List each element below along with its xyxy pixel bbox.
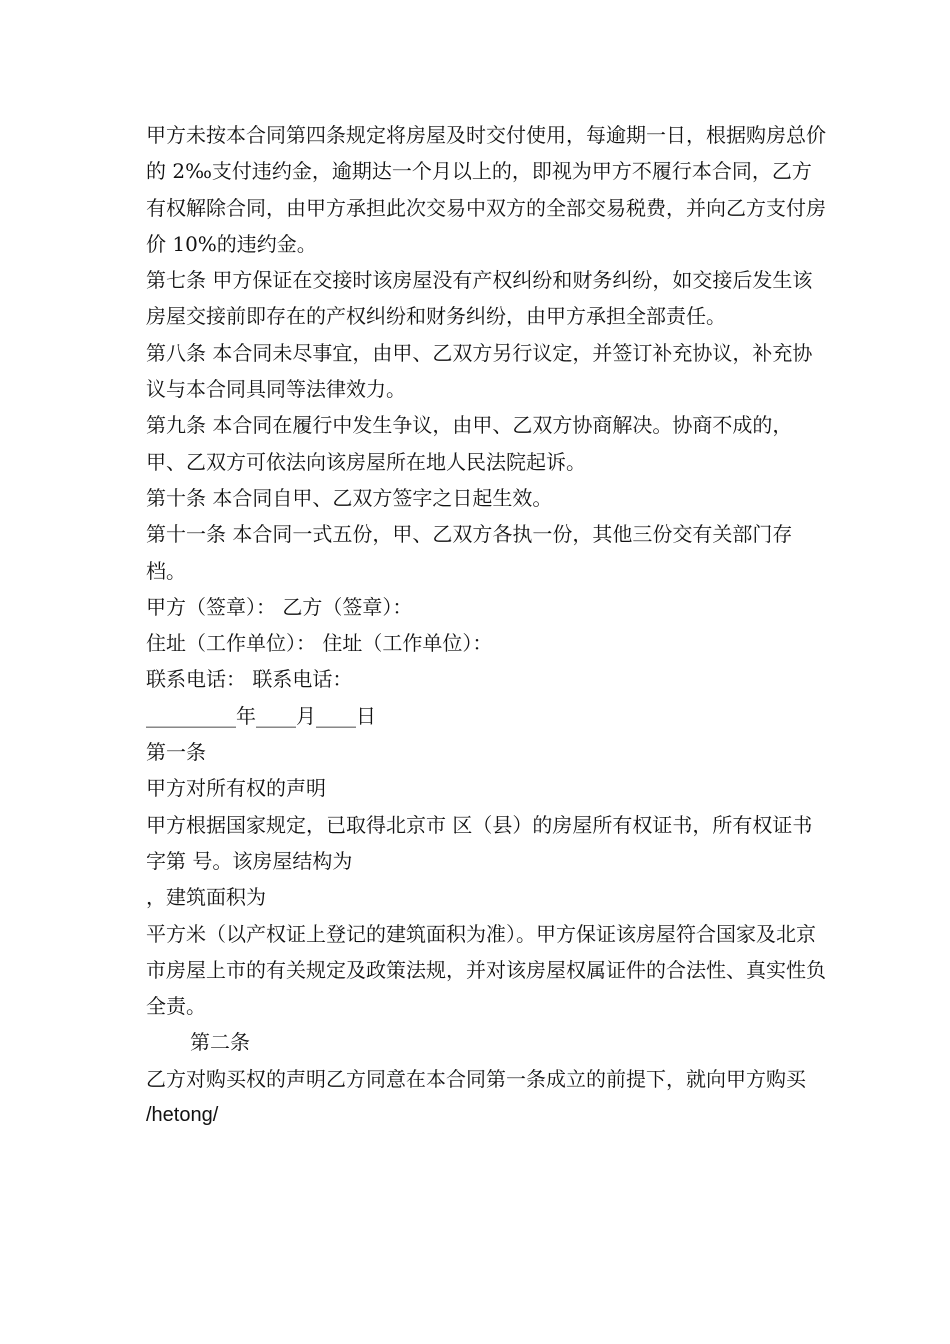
paragraph-article-10: 第十条 本合同自甲、乙双方签字之日起生效。 xyxy=(146,485,553,510)
phone-line: 联系电话： 联系电话： xyxy=(146,667,353,692)
paragraph-ownership-certificate: 甲方根据国家规定，已取得北京市 区（县）的房屋所有权证书，所有权证书 字第 号。该房屋结构为 xyxy=(146,812,813,873)
paragraph-square-meters: 平方米（以产权证上登记的建筑面积为准）。甲方保证该房屋符合国家及北京市房屋上市的有关规定及政策法规，并对该房屋权属证件的合法性、真实性负全责。 xyxy=(146,921,826,1019)
paragraph-building-area: ，建筑面积为 xyxy=(146,885,266,910)
address-line: 住址（工作单位）： 住址（工作单位）： xyxy=(146,631,493,656)
paragraph-penalty-clause: 甲方未按本合同第四条规定将房屋及时交付使用，每逾期一日，根据购房总价的 2‰支付违约金，逾期达一个月以上的，即视为甲方不履行本合同，乙方有权解除合同，由甲方承担此次交易中双方的全部交易税费，并向乙方支付房价 10%的违约金。 xyxy=(146,123,826,256)
article-1-heading: 第一条 xyxy=(146,740,206,765)
footer-link-text: /hetong/ xyxy=(146,1104,219,1127)
article-2-heading: 第二条 xyxy=(190,1030,250,1055)
paragraph-article-8: 第八条 本合同未尽事宜，由甲、乙双方另行议定，并签订补充协议，补充协议与本合同具同等法律效力。 xyxy=(146,340,813,402)
document-body xyxy=(146,117,826,1133)
paragraph-article-9: 第九条 本合同在履行中发生争议，由甲、乙双方协商解决。协商不成的，甲、乙双方可依法向该房屋所在地人民法院起诉。 xyxy=(146,413,793,474)
paragraph-purchase-right: 乙方对购买权的声明乙方同意在本合同第一条成立的前提下，就向甲方购买 xyxy=(146,1066,806,1091)
article-1-title: 甲方对所有权的声明 xyxy=(146,776,326,801)
date-line: _________年____月____日 xyxy=(146,703,376,728)
signature-line: 甲方（签章）： 乙方（签章）： xyxy=(146,594,413,619)
paragraph-article-7: 第七条 甲方保证在交接时该房屋没有产权纠纷和财务纠纷，如交接后发生该房屋交接前即存在的产权纠纷和财务纠纷，由甲方承担全部责任。 xyxy=(146,268,813,329)
paragraph-article-11: 第十一条 本合同一式五份，甲、乙双方各执一份，其他三份交有关部门存档。 xyxy=(146,522,793,583)
